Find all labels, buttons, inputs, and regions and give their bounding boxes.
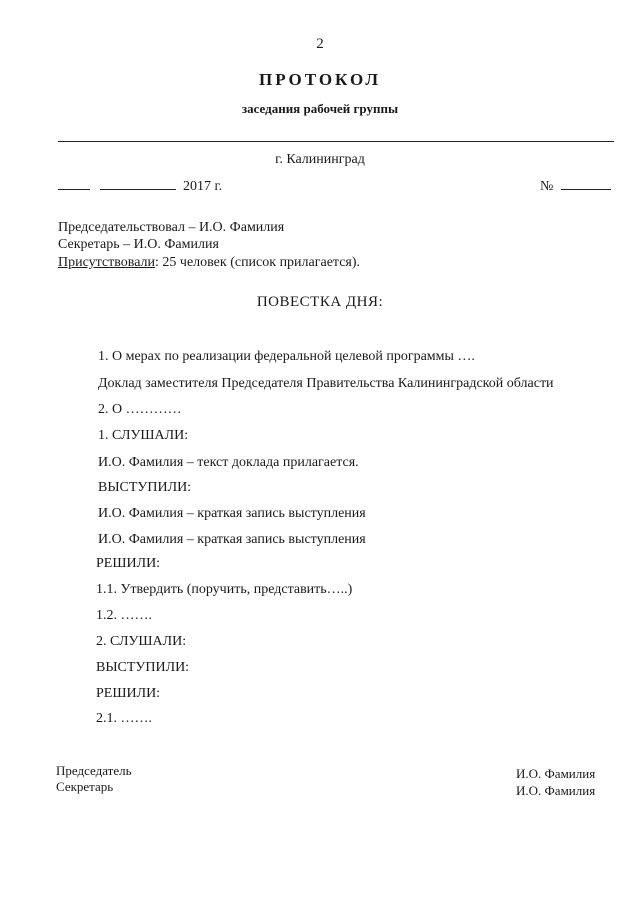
decided-2: РЕШИЛИ:	[96, 686, 161, 701]
decided-1: РЕШИЛИ:	[96, 556, 161, 571]
heard-1: 1. СЛУШАЛИ:	[98, 428, 189, 443]
speech-2: И.О. Фамилия – краткая запись выступления	[98, 532, 366, 547]
decision-1-2: 1.2. …….	[96, 608, 152, 623]
agenda-item-2: 2. О …………	[98, 402, 182, 417]
header-divider	[58, 141, 614, 142]
secretary-line: Секретарь – И.О. Фамилия	[58, 237, 219, 252]
month-blank	[100, 177, 176, 190]
chair-name: И.О. Фамилия	[516, 766, 596, 781]
chaired-line: Председательствовал – И.О. Фамилия	[58, 220, 285, 235]
number-label: №	[540, 179, 554, 194]
protocol-number	[540, 177, 611, 195]
report-line: Доклад заместителя Председателя Правительства Калининградской области	[98, 376, 554, 391]
speech-1: И.О. Фамилия – краткая запись выступления	[98, 506, 366, 521]
heard-1-text: И.О. Фамилия – текст доклада прилагается.	[98, 455, 359, 470]
number-blank	[561, 177, 611, 190]
decision-1-1: 1.1. Утвердить (поручить, представить…..)	[96, 582, 353, 597]
chair-role: Председатель	[56, 763, 132, 778]
day-blank	[58, 177, 90, 190]
agenda-heading: ПОВЕСТКА ДНЯ:	[256, 294, 384, 310]
present-text: : 25 человек (список прилагается).	[155, 255, 361, 270]
present-label: Присутствовали	[58, 255, 156, 270]
city-line: г. Калининград	[275, 152, 365, 167]
agenda-item-1: 1. О мерах по реализации федеральной целевой программы ….	[98, 349, 475, 364]
decision-2-1: 2.1. …….	[96, 711, 152, 726]
spoke-1: ВЫСТУПИЛИ:	[98, 480, 192, 495]
present-line	[58, 255, 360, 271]
heard-2: 2. СЛУШАЛИ:	[96, 634, 187, 649]
document-subtitle: заседания рабочей группы	[241, 101, 399, 116]
document-title: ПРОТОКОЛ	[258, 70, 381, 89]
date-line	[58, 177, 222, 195]
year-text: 2017 г.	[183, 179, 223, 194]
secretary-role: Секретарь	[56, 779, 114, 794]
secretary-name: И.О. Фамилия	[516, 783, 596, 798]
page-number: 2	[316, 36, 324, 52]
spoke-2: ВЫСТУПИЛИ:	[96, 660, 190, 675]
